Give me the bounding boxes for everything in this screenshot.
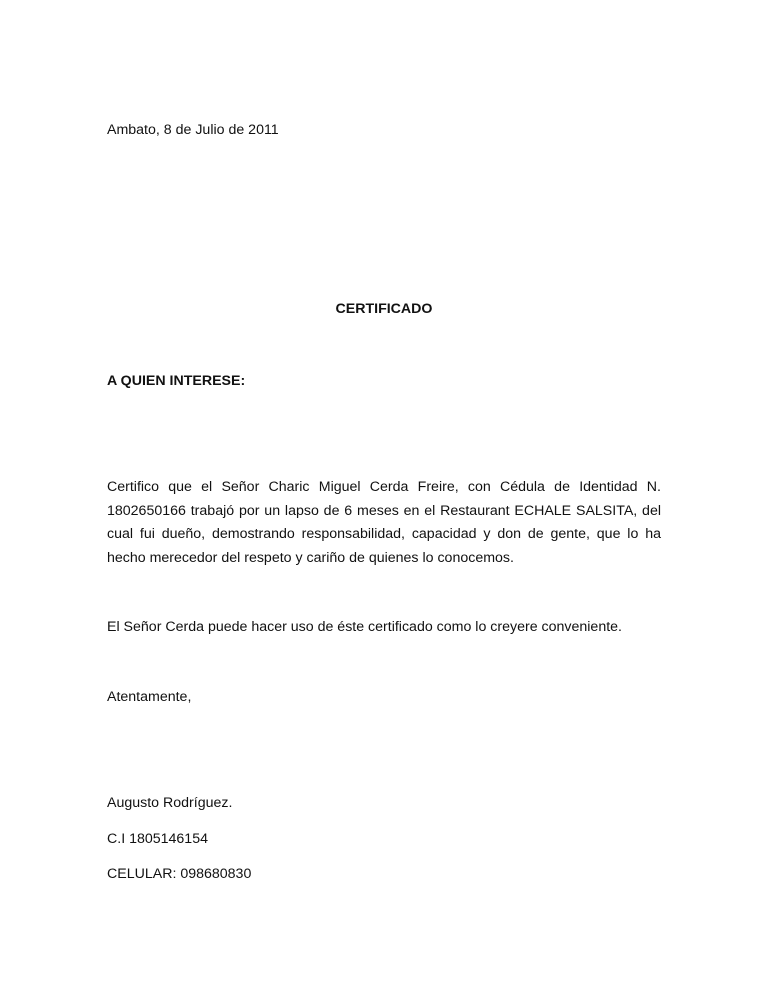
signer-id: C.I 1805146154 xyxy=(107,831,208,847)
closing: Atentamente, xyxy=(107,689,192,705)
place-date: Ambato, 8 de Julio de 2011 xyxy=(107,122,279,138)
body-paragraph: Certifico que el Señor Charic Miguel Cerda Freire, con Cédula de Identidad N. 1802650166 trabajó por un lapso de 6 meses en el Restaurant ECHALE SALSITA, del cual fui dueño, demostrando responsabilidad, capacidad y don de gente, que lo ha hecho merecedor del respeto y cariño de quienes lo conocemos. xyxy=(107,479,661,566)
signer-name: Augusto Rodríguez. xyxy=(107,795,233,811)
document-title: CERTIFICADO xyxy=(335,301,433,317)
salutation: A QUIEN INTERESE: xyxy=(107,373,246,389)
signer-phone: CELULAR: 098680830 xyxy=(107,866,252,882)
usage-statement: El Señor Cerda puede hacer uso de éste certificado como lo creyere conveniente. xyxy=(107,619,622,635)
